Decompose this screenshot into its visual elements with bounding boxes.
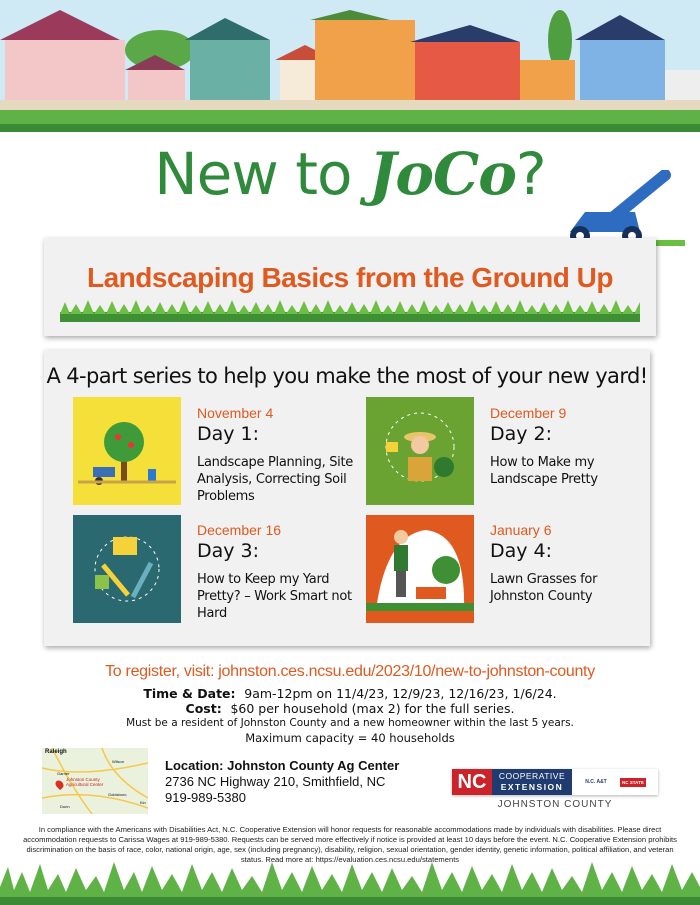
garden-tree-wheelbarrow-icon	[73, 397, 181, 505]
map-label: Wilson	[112, 759, 125, 764]
title-prefix: New to	[154, 140, 369, 208]
logo-ncstate: NC STATE	[622, 779, 644, 785]
cost-label: Cost:	[185, 701, 222, 716]
map-label: Goldsboro	[108, 792, 127, 797]
title-brand: JoCo	[368, 140, 516, 208]
session-topic: Lawn Grasses for Johnston County	[490, 572, 598, 604]
session-4	[490, 522, 650, 605]
map-label: Raleigh	[45, 749, 67, 755]
logo-nc: NC	[452, 769, 492, 795]
session-topic: How to Make my Landscape Pretty	[490, 455, 598, 487]
time-date	[0, 686, 700, 701]
location-address: 2736 NC Highway 210, Smithfield, NC	[165, 774, 386, 789]
session-2	[490, 405, 650, 488]
location-info	[165, 758, 399, 806]
person-mowing-icon	[366, 515, 474, 623]
capacity: Maximum capacity = 40 households	[245, 731, 455, 745]
map-label: Garner	[57, 771, 70, 776]
session-date: December 9	[490, 405, 567, 421]
county-label: JOHNSTON COUNTY	[497, 799, 613, 810]
logo-ncat: N.C. A&T	[585, 779, 607, 785]
time-label: Time & Date:	[143, 686, 236, 701]
logo-line2: EXTENSION	[500, 782, 564, 792]
location-name: Johnston County Ag Center	[227, 758, 400, 773]
session-topic: How to Keep my Yard Pretty? – Work Smart not Hard	[197, 572, 352, 621]
cost-value: $60 per household (max 2) for the full series.	[230, 701, 515, 716]
nc-cooperative-extension-logo	[452, 769, 658, 795]
location-phone: 919-989-5380	[165, 790, 246, 805]
eligibility: Must be a resident of Johnston County and a new homeowner within the last 5 years.	[126, 717, 574, 729]
session-date: November 4	[197, 405, 274, 421]
gardener-icon	[366, 397, 474, 505]
session-4-image	[366, 515, 474, 623]
neighborhood-houses-illustration	[0, 0, 700, 132]
garden-tools-icon	[73, 515, 181, 623]
session-date: January 6	[490, 522, 552, 538]
session-day: Day 4:	[490, 540, 553, 562]
registration-link[interactable]: To register, visit: johnston.ces.ncsu.edu/2023/10/new-to-johnston-county	[105, 663, 595, 680]
session-day: Day 3:	[197, 540, 260, 562]
session-3	[197, 522, 357, 622]
logo-line1: COOPERATIVE	[498, 771, 566, 781]
map-label: Dunn	[60, 804, 70, 809]
disclaimer: In compliance with the Americans with Disabilities Act, N.C. Cooperative Extension will honor requests for reasonable accommodations made by individuals with disabilities. Please direct accommodation requests to Carissa Wages at 919-989-5380. Requests can be served more effectively if notice is provided at least 10 days before the event. N.C. Cooperative Extension prohibits discrimination on the basis of race, color, national origin, age, sex (including pregnancy), disability, religion, sexual orientation, gender identity, genetic information, political affiliation, and veteran status. Read more at: https://evaluation.ces.ncsu.edu/statements	[23, 825, 677, 864]
session-day: Day 1:	[197, 423, 260, 445]
time-value: 9am-12pm on 11/4/23, 12/9/23, 12/16/23, 1/6/24.	[244, 686, 557, 701]
session-1	[197, 405, 357, 505]
series-intro: A 4-part series to help you make the most of your new yard!	[46, 364, 648, 388]
location-label: Location:	[165, 758, 224, 773]
grass-footer	[0, 862, 700, 905]
session-date: December 16	[197, 522, 282, 538]
series-panel	[44, 350, 650, 646]
session-2-image	[366, 397, 474, 505]
map-label: Kin	[140, 800, 146, 805]
title-suffix: ?	[515, 140, 546, 208]
grass-strip	[60, 300, 640, 322]
location-map[interactable]	[42, 748, 148, 814]
session-3-image	[73, 515, 181, 623]
subtitle: Landscaping Basics from the Ground Up	[86, 262, 613, 293]
session-day: Day 2:	[490, 423, 553, 445]
map-label: Johnston County Agricultural Center	[66, 777, 104, 787]
subtitle-banner	[44, 238, 656, 336]
session-1-image	[73, 397, 181, 505]
cost	[0, 701, 700, 716]
session-topic: Landscape Planning, Site Analysis, Correcting Soil Problems	[197, 455, 353, 504]
